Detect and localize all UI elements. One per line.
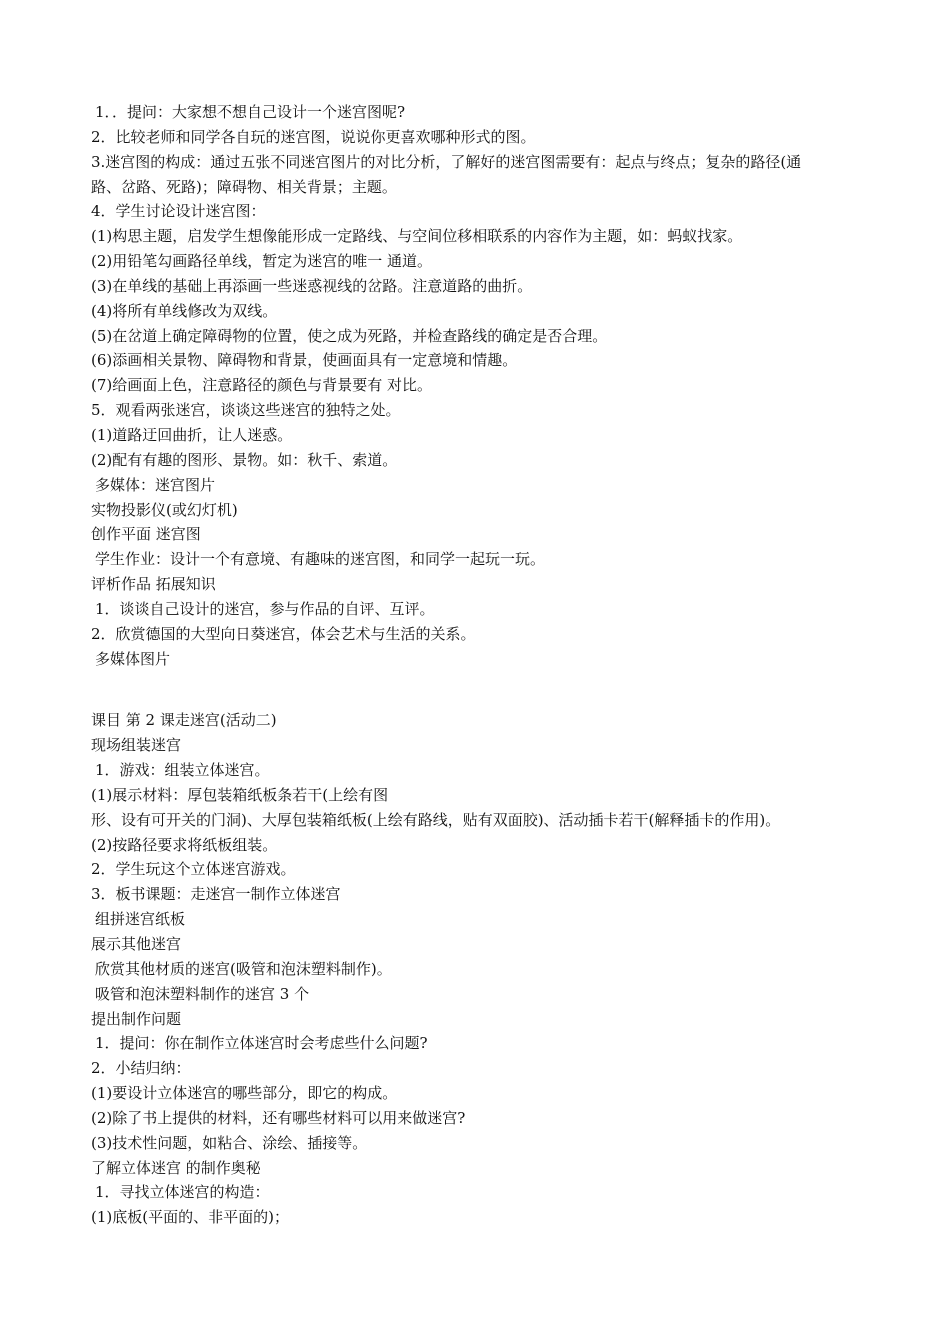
text-line: 4．学生讨论设计迷宫图： <box>91 202 266 221</box>
text-line: 形、设有可开关的门洞)、大厚包装箱纸板(上绘有路线，贴有双面胶)、活动插卡若干(解释插卡的作用)。 <box>91 810 781 829</box>
text-line: 2．欣赏德国的大型向日葵迷宫，体会艺术与生活的关系。 <box>91 624 476 643</box>
text-line: 1．．提问：大家想不想自己设计一个迷宫图呢? <box>95 103 406 121</box>
text-line: 5．观看两张迷宫，谈谈这些迷宫的独特之处。 <box>91 401 401 420</box>
text-line: 组拼迷宫纸板 <box>95 910 186 929</box>
text-line: (5)在岔道上确定障碍物的位置，使之成为死路，并检查路线的确定是否合理。 <box>91 326 608 345</box>
text-line: (4)将所有单线修改为双线。 <box>91 301 278 320</box>
text-line: 2．比较老师和同学各自玩的迷宫图，说说你更喜欢哪种形式的图。 <box>91 127 536 146</box>
text-line: 2．学生玩这个立体迷宫游戏。 <box>91 860 296 879</box>
text-line: 多媒体图片 <box>95 649 171 668</box>
text-line: 评析作品 拓展知识 <box>91 575 216 594</box>
text-line: 展示其他迷宫 <box>91 935 182 953</box>
text-line: 1．游戏：组装立体迷宫。 <box>95 761 270 780</box>
text-line: 2．小结归纳： <box>91 1059 191 1078</box>
text-line: 1．谈谈自己设计的迷宫，参与作品的自评、互评。 <box>95 599 435 618</box>
text-line: (2)除了书上提供的材料，还有哪些材料可以用来做迷宫? <box>91 1108 466 1127</box>
text-line: (2)配有有趣的图形、景物。如：秋千、索道。 <box>91 450 398 469</box>
document-page <box>91 100 871 1230</box>
text-line: (3)在单线的基础上再添画一些迷惑视线的岔路。注意道路的曲折。 <box>91 276 533 295</box>
text-line: (1)要设计立体迷宫的哪些部分，即它的构成。 <box>91 1084 398 1103</box>
lesson-section-2 <box>91 708 871 1230</box>
text-line: (2)用铅笔勾画路径单线，暂定为迷宫的唯一 通道。 <box>91 252 433 271</box>
lesson-section-1 <box>91 100 871 671</box>
text-line: (1)道路迂回曲折，让人迷惑。 <box>91 425 293 444</box>
text-line: 了解立体迷宫 的制作奥秘 <box>91 1158 261 1177</box>
text-line: 学生作业：设计一个有意境、有趣味的迷宫图，和同学一起玩一玩。 <box>95 550 546 569</box>
text-line: 路、岔路、死路)；障碍物、相关背景；主题。 <box>91 177 397 196</box>
text-line: (1)底板(平面的、非平面的)； <box>91 1208 289 1227</box>
text-line: (2)按路径要求将纸板组装。 <box>91 835 278 854</box>
text-line: 3.迷宫图的构成：通过五张不同迷宫图片的对比分析，了解好的迷宫图需要有：起点与终点；复杂的路径(通 <box>91 152 802 171</box>
text-line: 3．板书课题：走迷宫一制作立体迷宫 <box>91 885 341 904</box>
text-line: 现场组装迷宫 <box>91 736 182 755</box>
text-line: (3)技术性问题，如粘合、涂绘、插接等。 <box>91 1133 368 1152</box>
text-line: 提出制作问题 <box>91 1009 182 1028</box>
text-line: 课目 第 2 课走迷宫(活动二) <box>91 711 277 730</box>
text-line: (1)展示材料：厚包装箱纸板条若干(上绘有图 <box>91 785 389 804</box>
text-line: 创作平面 迷宫图 <box>91 525 201 544</box>
text-line: 吸管和泡沫塑料制作的迷宫 3 个 <box>95 984 310 1003</box>
text-line: 欣赏其他材质的迷宫(吸管和泡沫塑料制作)。 <box>95 959 392 978</box>
text-line: 实物投影仪(或幻灯机) <box>91 500 238 519</box>
text-line: (6)添画相关景物、障碍物和背景，使画面具有一定意境和情趣。 <box>91 351 518 370</box>
text-line: 1．寻找立体迷宫的构造： <box>95 1183 270 1202</box>
text-line: (7)给画面上色，注意路径的颜色与背景要有 对比。 <box>91 376 433 395</box>
text-line: (1)构思主题，启发学生想像能形成一定路线、与空间位移相联系的内容作为主题，如：蚂蚁找家。 <box>91 227 743 246</box>
section-gap <box>91 671 871 708</box>
text-line: 1．提问：你在制作立体迷宫时会考虑些什么问题? <box>95 1034 428 1053</box>
text-line: 多媒体：迷宫图片 <box>95 475 216 494</box>
